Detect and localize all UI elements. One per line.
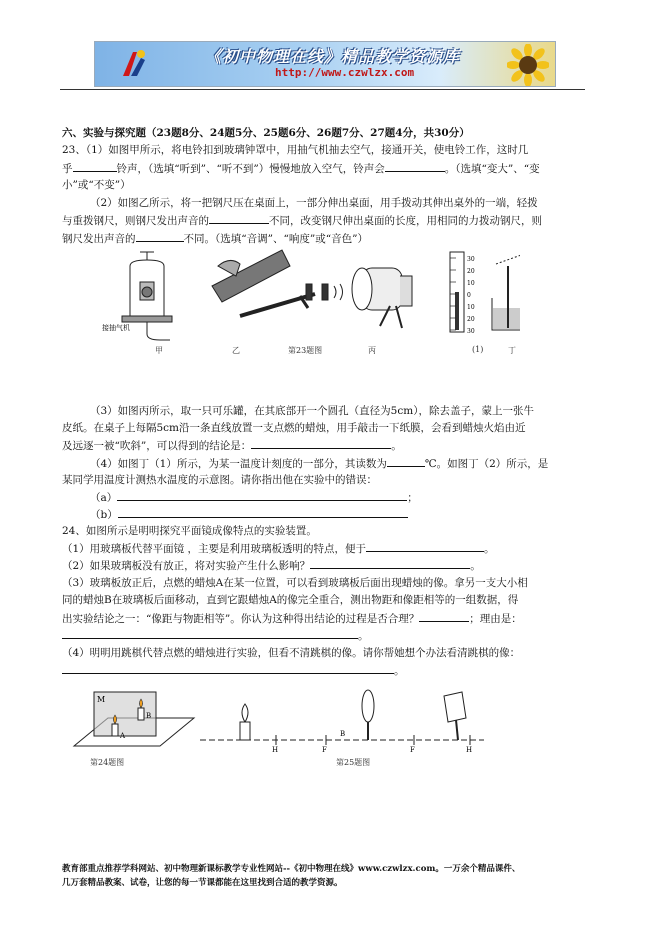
q23-line-10: （4）如图丁（1）所示，为某一温度计刻度的一部分，其读数为 ℃。如图丁（2）所示，是 — [90, 458, 549, 470]
q24-line-1: 24、如图所示是明明探究平面镜成像特点的实验装置。 — [62, 525, 317, 537]
answer-blank[interactable] — [209, 213, 269, 224]
fig23-caption: 第23题图 — [288, 346, 323, 355]
figure-25 — [198, 688, 488, 754]
fig23-label-yi: 乙 — [232, 346, 240, 355]
figure-24 — [64, 688, 199, 754]
q24-line-5: 同的蜡烛B在玻璃板后面移动，直到它跟蜡烛A的像完全重合，测出物距和像距相等的一组数据，得 — [62, 594, 519, 606]
fig23-label-jia: 甲 — [155, 346, 163, 355]
fig23-label-ding: 丁 — [508, 346, 516, 355]
q23-line-3: 小”或“不变”） — [62, 179, 131, 191]
q24-line-4: （3）玻璃板放正后，点燃的蜡烛A在某一位置，可以看到玻璃板后面出现蜡烛的像。拿另一支大小相 — [62, 577, 528, 589]
page-footer — [62, 862, 520, 890]
q23-line-11: 某同学用温度计测热水温度的示意图。请你指出他在实验中的错误： — [62, 474, 377, 486]
ruler-figure — [212, 250, 315, 316]
answer-blank[interactable] — [419, 611, 469, 622]
figure-23 — [100, 246, 520, 356]
q24-line-3: （2）如果玻璃板没有放正，将对实验产生什么影响？ 。 — [62, 560, 481, 572]
q24-line-2: （1）用玻璃板代替平面镜 ，主要是利用玻璃板透明的特点，便于 。 — [62, 543, 495, 555]
q23-line-9: 及远逐一被“吹斜”，可以得到的结论是： 。 — [62, 440, 402, 452]
therm-tick: 10 — [467, 304, 475, 311]
footer-line-2: 几万套精品教案、试卷，让您的每一节课都能在这里找到合适的教学资源。 — [62, 878, 343, 888]
therm-tick: 0 — [467, 292, 471, 299]
answer-blank[interactable] — [385, 161, 445, 172]
site-logo — [119, 48, 149, 80]
fig25-caption: 第25题图 — [336, 758, 371, 767]
answer-blank[interactable] — [73, 161, 117, 172]
therm-tick: 10 — [467, 280, 475, 287]
q23-error-a: （a） ； — [90, 492, 418, 504]
q23-line-7: （3）如图丙所示，取一只可乐罐，在其底部开一个圆孔（直径为5cm），除去盖子，蒙上一张牛 — [90, 405, 534, 417]
fig24-label-b: B — [146, 712, 152, 720]
header-banner — [94, 41, 556, 87]
answer-blank[interactable] — [136, 231, 184, 242]
fig25-label-b: B — [340, 730, 346, 738]
answer-blank[interactable] — [117, 490, 407, 501]
fig24-caption: 第24题图 — [90, 758, 125, 767]
sunflower-icon — [507, 44, 549, 86]
banner-title: 《初中物理在线》精品教学资源库 — [205, 47, 461, 66]
therm-tick: 20 — [467, 316, 475, 323]
therm-tick: 20 — [467, 268, 475, 275]
fig23-label-bing: 丙 — [368, 346, 376, 355]
q24-line-7: 。 — [62, 628, 369, 643]
banner-url: http://www.czwlzx.com — [275, 66, 415, 79]
q23-line-5: 与重拨钢尺，则钢尺发出声音的 不同，改变钢尺伸出桌面的长度，用相同的力拨动钢尺，则 — [62, 215, 542, 227]
therm-tick: 30 — [467, 256, 475, 263]
can-candles-figure — [306, 268, 412, 328]
fig25-label-f1: F — [322, 746, 327, 754]
fig25-label-f2: F — [410, 746, 415, 754]
fig25-label-h1: H — [272, 746, 279, 754]
pump-label: 接抽气机 — [102, 324, 130, 332]
q23-line-6: 钢尺发出声音的 不同。（选填“音调”、“响度”或“音色”） — [62, 233, 368, 245]
fig24-label-a: A — [120, 732, 126, 740]
q24-line-6: 出实验结论之一：“像距与物距相等”。你认为这种得出结论的过程是否合理？ ；理由是： — [62, 613, 522, 625]
q23-line-4: （2）如图乙所示，将一把钢尺压在桌面上，一部分伸出桌面，用手拨动其伸出桌外的一端，轻拨 — [90, 197, 538, 209]
answer-blank[interactable] — [251, 438, 391, 449]
answer-blank[interactable] — [387, 456, 425, 467]
q24-line-8: （4）明明用跳棋代替点燃的蜡烛进行实验，但看不清跳棋的像。请你帮她想个办法看清跳棋的像： — [62, 647, 521, 659]
fig23-label-ding1: (1) — [472, 345, 484, 354]
fig24-label-m: M — [97, 695, 106, 704]
q23-error-b: （b） — [90, 507, 408, 522]
answer-blank[interactable] — [62, 663, 394, 674]
q23-line-8: 皮纸。在桌子上每隔5cm沿一条直线放置一支点燃的蜡烛，用手敲击一下纸膜，会看到蜡烛火焰由近 — [62, 422, 526, 434]
q23-line-1: 23、（1）如图甲所示，将电铃扣到玻璃钟罩中，用抽气机抽去空气，接通开关，使电铃工作，这时几 — [62, 144, 529, 156]
q24-line-9: 。 — [62, 663, 405, 678]
therm-tick: 30 — [467, 328, 475, 335]
q23-line-2: 乎 铃声，（选填“听到”、“听不到”）慢慢地放入空气，铃声会 。（选填“变大”、“变 — [62, 163, 540, 175]
answer-blank[interactable] — [62, 628, 358, 639]
answer-blank[interactable] — [310, 558, 470, 569]
fig25-label-h2: H — [466, 746, 473, 754]
section-title: 六、实验与探究题（23题8分、24题5分、25题6分、26题7分、27题4分，共30分） — [62, 127, 470, 139]
answer-blank[interactable] — [118, 507, 408, 518]
header-rule — [60, 89, 585, 90]
footer-line-1: 教育部重点推荐学科网站、初中物理新课标教学专业性网站--《初中物理在线》www.czwlzx.com。一万余个精品课件、 — [62, 864, 521, 874]
thermometer-scale — [450, 252, 475, 335]
answer-blank[interactable] — [366, 541, 484, 552]
beaker-thermometer — [492, 254, 520, 330]
